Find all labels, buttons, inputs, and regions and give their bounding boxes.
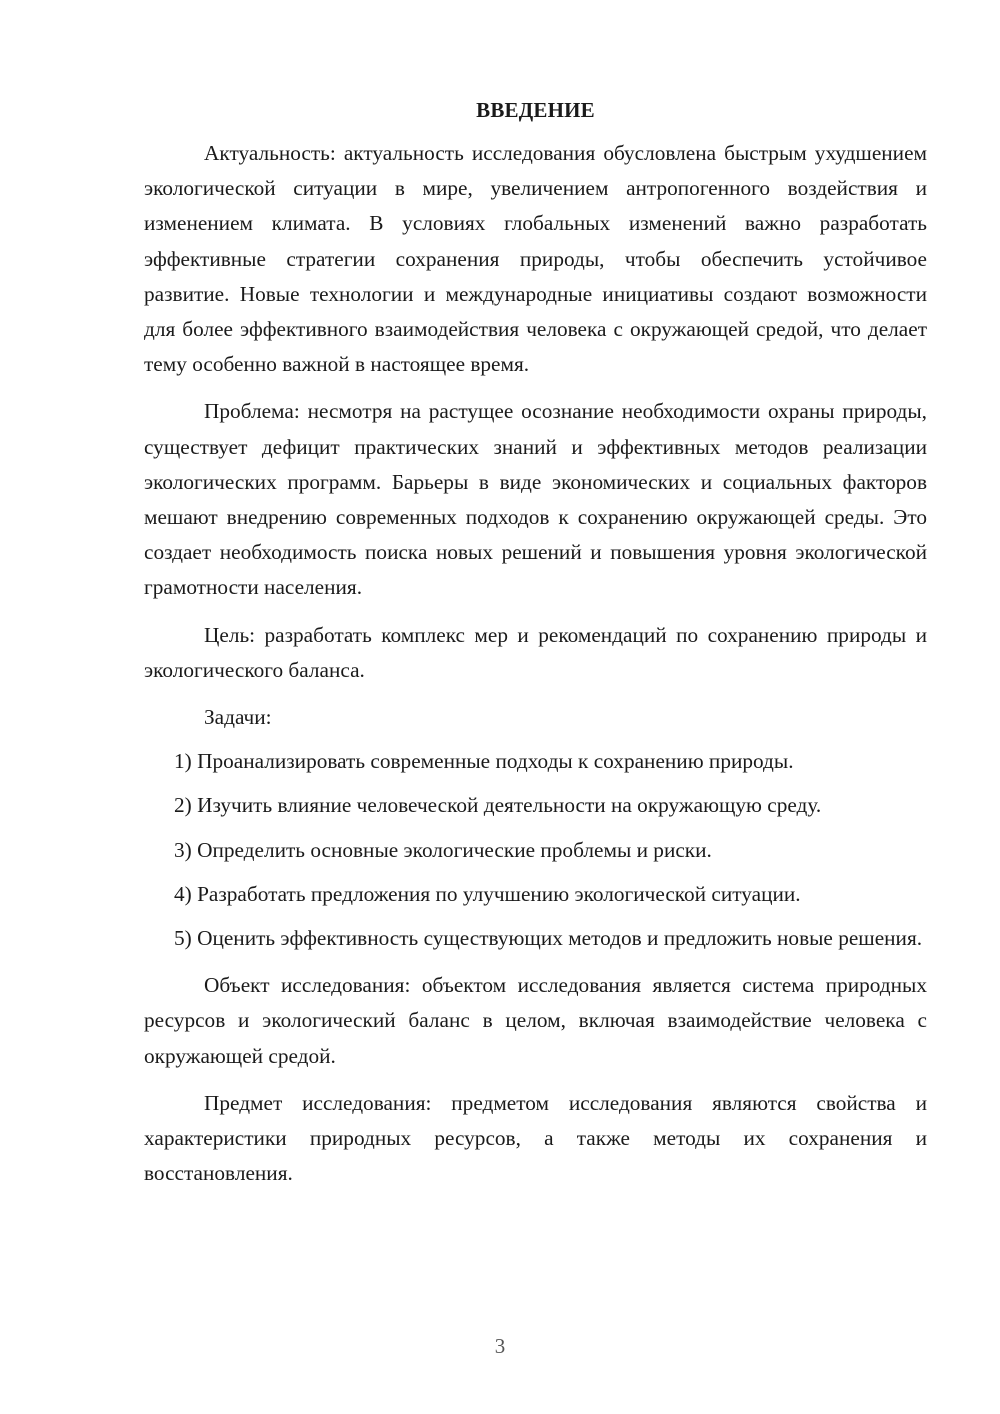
paragraph-object: Объект исследования: объектом исследования является система природных ресурсов и экологический баланс в целом, включая взаимодействие человека с окружающей средой.: [144, 973, 927, 1068]
task-item-4: 4) Разработать предложения по улучшению экологической ситуации.: [174, 881, 801, 906]
tasks-label: Задачи:: [204, 705, 272, 730]
task-item-1: 1) Проанализировать современные подходы к сохранению природы.: [174, 749, 794, 774]
page-number: 3: [494, 1334, 506, 1358]
section-title: ВВЕДЕНИЕ: [476, 98, 595, 122]
task-item-5: 5) Оценить эффективность существующих методов и предложить новые решения.: [174, 926, 923, 951]
task-item-3: 3) Определить основные экологические проблемы и риски.: [174, 837, 712, 862]
page-content: [144, 96, 927, 1203]
paragraph-relevance: Актуальность: актуальность исследования обусловлена быстрым ухудшением экологической ситуации в мире, увеличением антропогенного воздействия и изменением климата. В условиях глобальных изменений важно разработать эффективные стратегии сохранения природы, чтобы обеспечить устойчивое развитие. Новые технологии и международные инициативы создают возможности для более эффективного взаимодействия человека с окружающей средой, что делает тему особенно важной в настоящее время.: [144, 141, 927, 377]
paragraph-goal: Цель: разработать комплекс мер и рекомендаций по сохранению природы и экологического баланса.: [144, 622, 927, 682]
tasks-list: [144, 744, 927, 956]
task-item-2: 2) Изучить влияние человеческой деятельности на окружающую среду.: [174, 793, 822, 818]
paragraph-problem: Проблема: несмотря на растущее осознание необходимости охраны природы, существует дефицит практических знаний и эффективных методов реализации экологических программ. Барьеры в виде экономических и социальных факторов мешают внедрению современных подходов к сохранению окружающей среды. Это создает необходимость поиска новых решений и повышения уровня экологической грамотности населения.: [144, 399, 927, 600]
paragraph-subject: Предмет исследования: предметом исследования являются свойства и характеристики природных ресурсов, а также методы их сохранения и восстановления.: [144, 1090, 927, 1186]
